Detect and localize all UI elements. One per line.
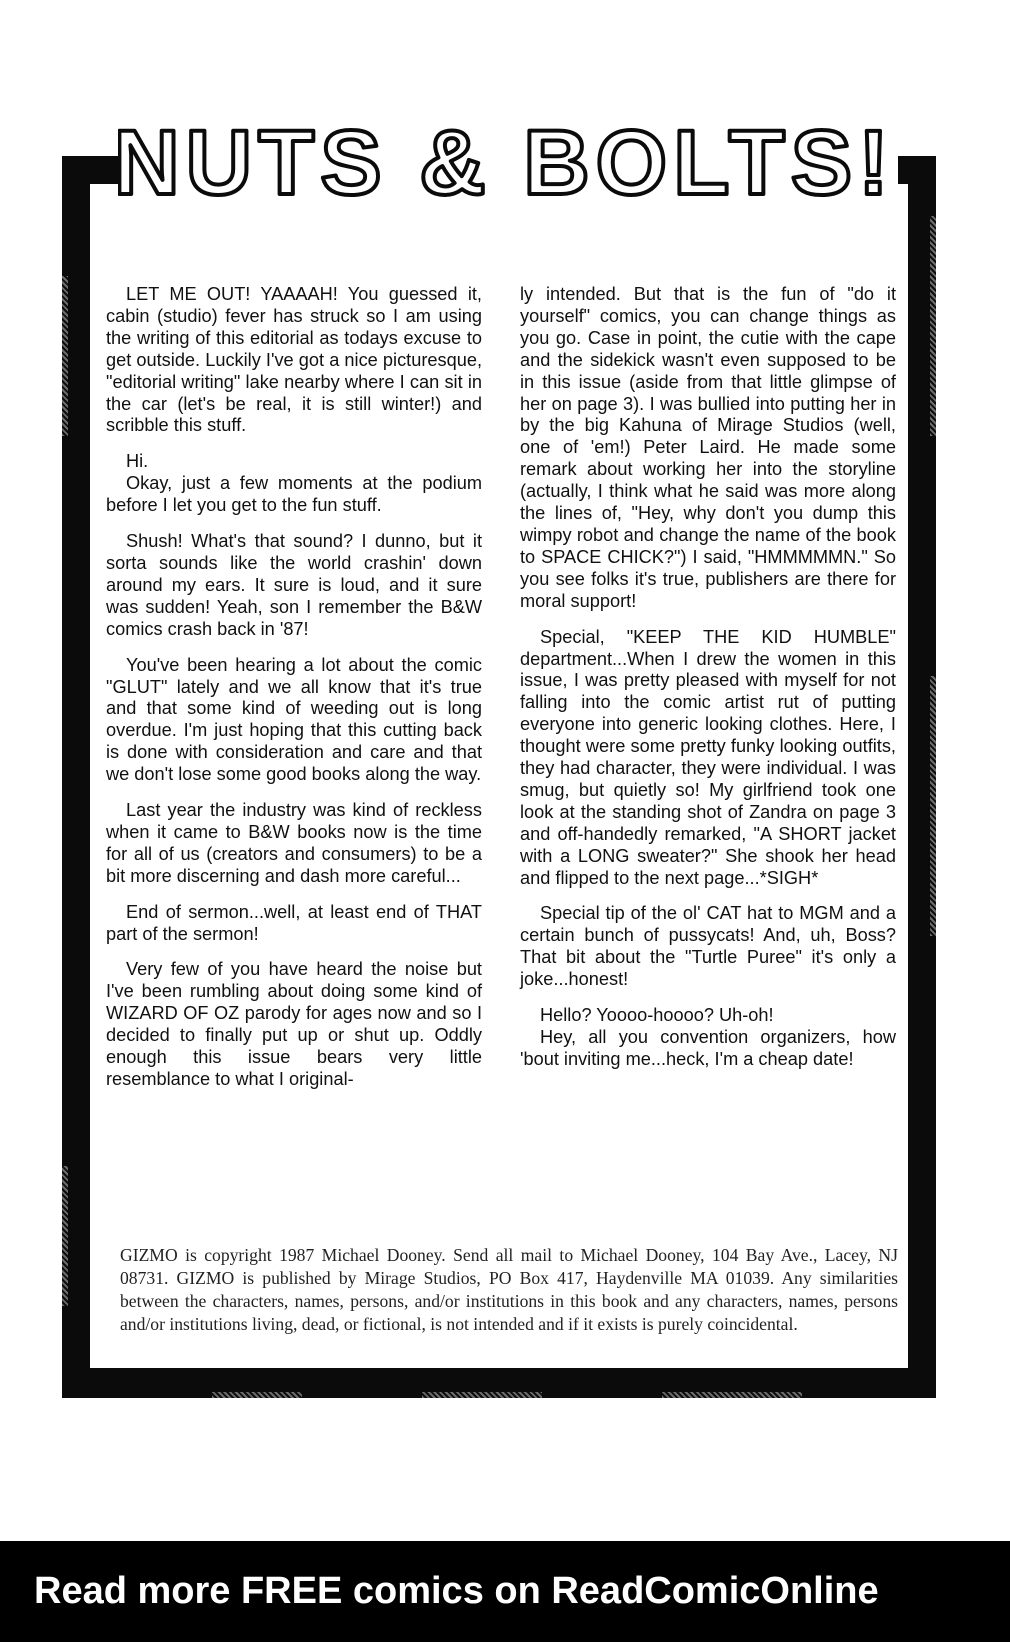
paragraph: Hey, all you convention organizers, how 'bout inviting me...heck, I'm a cheap date! <box>520 1027 896 1069</box>
paragraph: End of sermon...well, at least end of THAT part of the sermon! <box>106 901 482 944</box>
paragraph: LET ME OUT! YAAAAH! You guessed it, cabin (studio) fever has struck so I am using the writing of this editorial as todays excuse to get outside. Luckily I've got a nice picturesque, "editorial writing" lake nearby where I can sit in the car (let's be real, it is still winter!) and scribble this stuff. <box>106 284 482 436</box>
promo-banner[interactable]: Read more FREE comics on ReadComicOnline <box>0 1541 1010 1642</box>
paragraph: Okay, just a few moments at the podium before I let you get to the fun stuff. <box>106 473 482 516</box>
title-logo <box>118 112 898 222</box>
paragraph: ly intended. But that is the fun of "do it yourself" comics, you can change things as you go. Case in point, the cutie with the cape and the sidekick wasn't even supposed to be in this issue (aside from that little glimpse of her on page 3). I was bullied into putting her in by the big Kahuna of Mirage Studios (well, one of 'em!) Peter Laird. He made some remark about working her into the storyline (actually, I think what he said was more along the lines of, "Hey, why don't you dump this wimpy robot and change the name of the book to SPACE CHICK?") I said, "HMMMMMN." So you see folks it's true, publishers are there for moral support! <box>520 284 896 611</box>
paragraph: Hello? Yoooo-hoooo? Uh-oh! <box>540 1005 774 1026</box>
paragraph: Last year the industry was kind of reckless when it came to B&W books now is the time for all of us (creators and consumers) to be a bit more discerning and dash more careful... <box>106 800 482 886</box>
copyright-notice: GIZMO is copyright 1987 Michael Dooney. Send all mail to Michael Dooney, 104 Bay Ave., Lacey, NJ 08731. GIZMO is published by Mirage Studios, PO Box 417, Haydenville MA 01039. Any similarities between the characters, names, persons, and/or institutions in this book and any characters, names, persons and/or institutions living, dead, or fictional, is not intended and if it exists is purely coincidental. <box>120 1245 898 1334</box>
paragraph: Special, "KEEP THE KID HUMBLE" department...When I drew the women in this issue, I was pretty pleased with myself for not falling into the comic artist rut of putting everyone into generic looking clothes. Here, I thought were some pretty funky looking outfits, they had character, they were individual. I was smug, but quietly so! My girlfriend took one look at the standing shot of Zandra on page 3 and off-handedly remarked, "A SHORT jacket with a LONG sweater?" She shook her head and flipped to the next page...*SIGH* <box>520 626 896 888</box>
editorial-right-column <box>520 284 896 1085</box>
paragraph: Shush! What's that sound? I dunno, but it sorta sounds like the world crashin' down around my ears. It sure is loud, and it sure was sudden! Yeah, son I remember the B&W comics crash back in '87! <box>106 531 482 639</box>
paragraph: Special tip of the ol' CAT hat to MGM and a certain bunch of pussycats! And, uh, Boss? That bit about the "Turtle Puree" it's only a joke...honest! <box>520 903 896 990</box>
editorial-left-column <box>106 284 482 1105</box>
paragraph: Very few of you have heard the noise but I've been rumbling about doing some kind of WIZARD OF OZ parody for ages now and so I decided to finally put up or shut up. Oddly enough this issue bears very little resemblance to what I original- <box>106 959 482 1089</box>
paragraph: You've been hearing a lot about the comic "GLUT" lately and we all know that it's true and that some kind of weeding out is long overdue. I'm just hoping that this cutting back is done with consideration and care and that we don't lose some good books along the way. <box>106 654 482 785</box>
title-text: NUTS & BOLTS! <box>118 112 895 214</box>
paragraph: Hi. <box>126 451 149 472</box>
